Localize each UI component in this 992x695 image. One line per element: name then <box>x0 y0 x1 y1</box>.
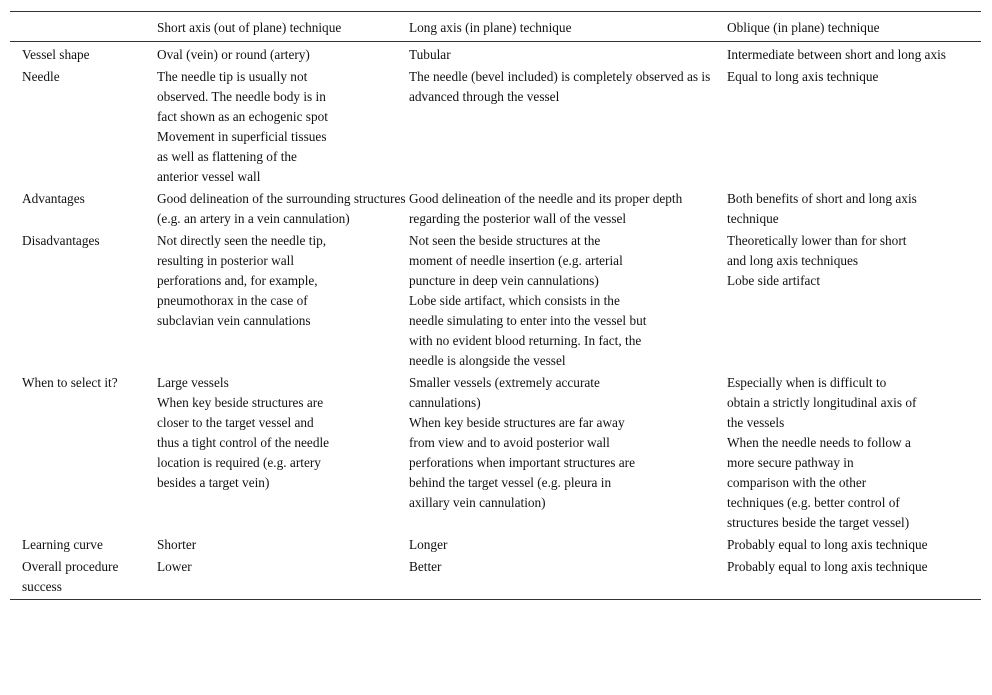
cell-short-axis: Lower <box>157 559 192 574</box>
cell-long-axis: Tubular <box>409 47 451 62</box>
table-row <box>10 372 981 534</box>
cell-short-axis: Not directly seen the needle tip, resulting in posterior wall perforations and, for example, pneumothorax in the case of subclavian vein cannulations <box>157 233 327 328</box>
cell-short-axis: Large vessels When key beside structures are closer to the target vessel and thus a tight control of the needle location is required (e.g. artery besides a target vein) <box>157 375 330 490</box>
row-label: Vessel shape <box>22 47 90 62</box>
cell-oblique: Probably equal to long axis technique <box>727 559 928 574</box>
cell-short-axis: The needle tip is usually not observed. The needle body is in fact shown as an echogenic spot Movement in superficial tissues as well as flattening of the anterior vessel wall <box>157 69 328 184</box>
cell-oblique: Equal to long axis technique <box>727 69 879 84</box>
table-header-row <box>10 12 981 42</box>
cell-long-axis: The needle (bevel included) is completely observed as is advanced through the vessel <box>409 69 711 104</box>
row-label: Needle <box>22 69 60 84</box>
table-row <box>10 66 981 188</box>
row-label: Advantages <box>22 191 85 206</box>
cell-oblique: Probably equal to long axis technique <box>727 537 928 552</box>
cell-long-axis: Smaller vessels (extremely accurate cannulations) When key beside structures are far away from view and to avoid posterior wall perforations when important structures are behind the target vessel (e.g. pleura in axillary vein cannulation) <box>409 375 635 510</box>
cell-oblique: Especially when is difficult to obtain a strictly longitudinal axis of the vessels When the needle needs to follow a more secure pathway in comparison with the other techniques (e.g. better control of structures beside the target vessel) <box>727 375 917 530</box>
row-label: Learning curve <box>22 537 103 552</box>
cell-oblique: Intermediate between short and long axis <box>727 47 946 62</box>
cell-oblique: Both benefits of short and long axis technique <box>727 191 917 226</box>
table-row <box>10 556 981 600</box>
cell-long-axis: Not seen the beside structures at the moment of needle insertion (e.g. arterial puncture in deep vein cannulations) Lobe side artifact, which consists in the needle simulating to enter into the vessel but with no evident blood returning. In fact, the needle is alongside the vessel <box>409 233 647 368</box>
header-oblique: Oblique (in plane) technique <box>727 20 880 35</box>
table-row <box>10 534 981 556</box>
table-row <box>10 188 981 230</box>
table-row <box>10 230 981 372</box>
row-label: Overall procedure success <box>22 559 119 594</box>
header-empty <box>10 12 157 42</box>
cell-short-axis: Oval (vein) or round (artery) <box>157 47 310 62</box>
row-label: When to select it? <box>22 375 118 390</box>
cell-oblique: Theoretically lower than for short and long axis techniques Lobe side artifact <box>727 233 907 288</box>
cell-long-axis: Longer <box>409 537 448 552</box>
row-label: Disadvantages <box>22 233 100 248</box>
table-row <box>10 42 981 67</box>
comparison-table <box>10 11 981 600</box>
cell-short-axis: Good delineation of the surrounding structures (e.g. an artery in a vein cannulation) <box>157 191 406 226</box>
cell-long-axis: Good delineation of the needle and its proper depth regarding the posterior wall of the vessel <box>409 191 683 226</box>
header-long-axis: Long axis (in plane) technique <box>409 20 572 35</box>
header-short-axis: Short axis (out of plane) technique <box>157 20 342 35</box>
cell-long-axis: Better <box>409 559 442 574</box>
cell-short-axis: Shorter <box>157 537 197 552</box>
